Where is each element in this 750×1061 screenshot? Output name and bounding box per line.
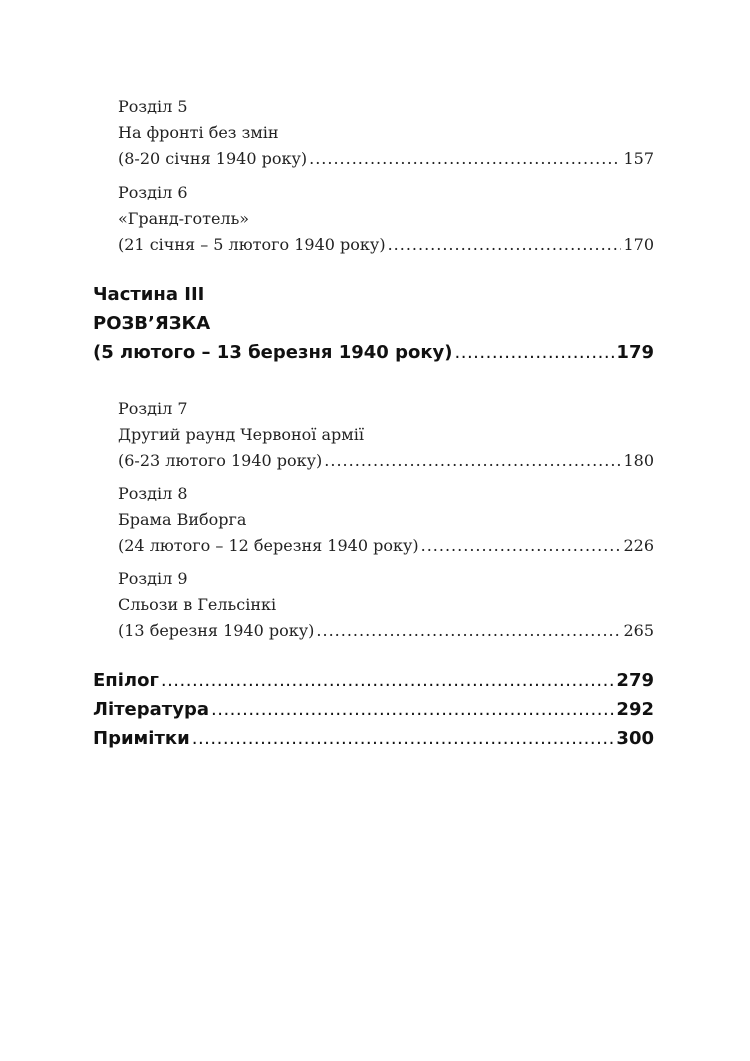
toc-chapter-6 — [118, 180, 654, 258]
chapter-entry-line — [118, 618, 654, 644]
page-number: 292 — [616, 699, 654, 720]
chapter-label: Розділ 5 — [118, 97, 188, 116]
toc-chapter-5 — [118, 94, 654, 172]
toc-entry-notes — [93, 724, 654, 753]
page-number: 170 — [623, 235, 654, 254]
dot-leader — [324, 448, 621, 474]
chapter-label: Розділ 8 — [118, 484, 188, 503]
toc-chapter-8 — [118, 481, 654, 559]
chapter-entry-line — [118, 448, 654, 474]
page-number: 179 — [616, 342, 654, 363]
chapter-dates: (24 лютого – 12 березня 1940 року) — [118, 536, 419, 555]
dot-leader — [161, 666, 615, 695]
toc-entry-literature — [93, 695, 654, 724]
page-number: 180 — [623, 451, 654, 470]
page-number: 226 — [623, 536, 654, 555]
dot-leader — [309, 146, 621, 172]
page-number: 279 — [616, 670, 654, 691]
page-number: 157 — [623, 149, 654, 168]
chapter-label: Розділ 9 — [118, 569, 188, 588]
chapter-title: «Гранд-готель» — [118, 209, 250, 228]
entry-title: Епілог — [93, 670, 159, 691]
chapter-dates: (13 березня 1940 року) — [118, 621, 315, 640]
page-number: 265 — [623, 621, 654, 640]
chapter-title: Брама Виборга — [118, 510, 247, 529]
toc-end-matter — [93, 666, 654, 753]
chapter-entry-line — [118, 146, 654, 172]
chapter-dates: (21 січня – 5 лютого 1940 року) — [118, 235, 386, 254]
chapter-entry-line — [118, 232, 654, 258]
toc-part-3 — [93, 280, 654, 367]
dot-leader — [455, 338, 615, 367]
dot-leader — [211, 695, 614, 724]
part-dates: (5 лютого – 13 березня 1940 року) — [93, 342, 453, 363]
chapter-title: Другий раунд Червоної армії — [118, 425, 364, 444]
part-label: Частина III — [93, 284, 205, 305]
dot-leader — [421, 533, 622, 559]
part-entry-line — [93, 338, 654, 367]
chapter-entry-line — [118, 533, 654, 559]
chapter-label: Розділ 7 — [118, 399, 188, 418]
entry-title: Література — [93, 699, 209, 720]
dot-leader — [316, 618, 621, 644]
page-number: 300 — [616, 728, 654, 749]
entry-title: Примітки — [93, 728, 190, 749]
toc-chapter-9 — [118, 566, 654, 644]
chapter-title: На фронті без змін — [118, 123, 279, 142]
dot-leader — [388, 232, 622, 258]
dot-leader — [192, 724, 615, 753]
chapter-dates: (6-23 лютого 1940 року) — [118, 451, 323, 470]
chapter-title: Сльози в Гельсінкі — [118, 595, 277, 614]
part-title: РОЗВ’ЯЗКА — [93, 313, 211, 334]
chapter-label: Розділ 6 — [118, 183, 188, 202]
chapter-dates: (8-20 січня 1940 року) — [118, 149, 308, 168]
toc-entry-epilogue — [93, 666, 654, 695]
toc-chapter-7 — [118, 396, 654, 474]
